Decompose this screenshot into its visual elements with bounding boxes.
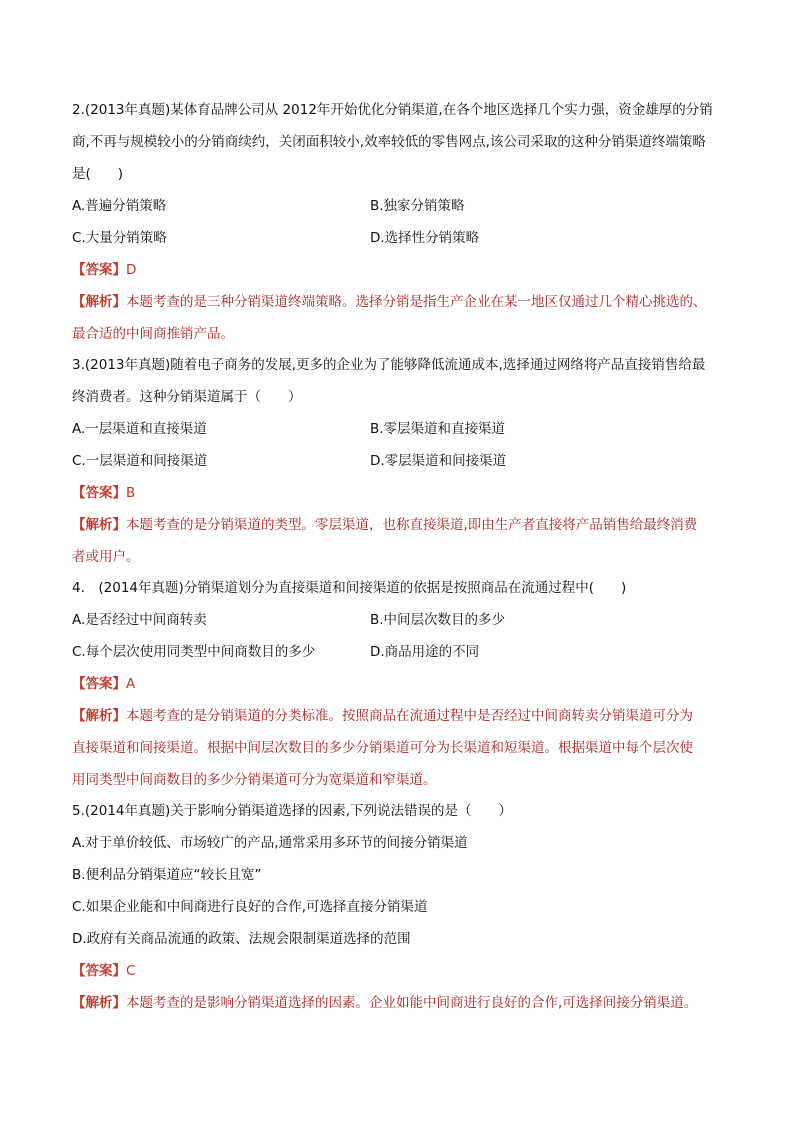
option-b: B.中间层次数目的多少 [370,612,506,628]
question-stem-line: 5.(2014年真题)关于影响分销渠道选择的因素,下列说法错误的是（ ） [72,803,513,819]
analysis-label: 【解析】 [72,995,126,1011]
option-a: A.是否经过中间商转卖 [72,612,207,628]
answer-value: C [126,963,136,979]
analysis-label: 【解析】 [72,708,126,724]
analysis-line [72,515,697,535]
answer-label: 【答案】 [72,485,126,501]
option-c: C.一层渠道和间接渠道 [72,453,208,469]
answer-label: 【答案】 [72,262,126,278]
question-stem-line: 终消费者。这种分销渠道属于（ ） [72,389,302,405]
option-c: C.大量分销策略 [72,230,167,246]
analysis-label: 【解析】 [72,517,126,533]
question-stem-line: 是( ) [72,166,124,182]
analysis-line [72,706,693,726]
option-d: D.商品用途的不同 [370,644,480,660]
analysis-label: 【解析】 [72,294,126,310]
analysis-text: 本题考查的是分销渠道的类型。零层渠道，也称直接渠道,即由生产者直接将产品销售给最终消费 [126,517,698,533]
analysis-line: 最合适的中间商推销产品。 [72,326,234,342]
answer-line [72,674,135,694]
option-c: C.每个层次使用同类型中间商数目的多少 [72,644,316,660]
answer-line [72,260,136,280]
option-b: B.独家分销策略 [370,198,465,214]
analysis-text: 本题考查的是三种分销渠道终端策略。选择分销是指生产企业在某一地区仅通过几个精心挑选的、 [126,294,707,310]
question-stem-line: 3.(2013年真题)随着电子商务的发展,更多的企业为了能够降低流通成本,选择通过网络将产品直接销售给最 [72,357,706,373]
option-d: D.零层渠道和间接渠道 [370,453,507,469]
answer-line [72,961,135,981]
analysis-text: 本题考查的是影响分销渠道选择的因素。企业如能中间商进行良好的合作,可选择间接分销渠道。 [126,995,698,1011]
analysis-line [72,993,697,1013]
option-a: A.一层渠道和直接渠道 [72,421,207,437]
option-d: D.政府有关商品流通的政策、法规会限制渠道选择的范围 [72,931,411,947]
answer-value: D [126,262,137,278]
analysis-line: 者或用户。 [72,549,140,565]
option-d: D.选择性分销策略 [370,230,480,246]
option-b: B.零层渠道和直接渠道 [370,421,506,437]
answer-value: A [126,676,136,692]
question-stem-line: 商,不再与规模较小的分销商续约，关闭面积较小,效率较低的零售网点,该公司采取的这种分销渠道终端策略 [72,134,706,150]
analysis-line: 用同类型中间商数目的多少分销渠道可分为宽渠道和窄渠道。 [72,772,437,788]
option-b: B.便利品分销渠道应“较长且宽” [72,867,262,883]
analysis-text: 本题考查的是分销渠道的分类标准。按照商品在流通过程中是否经过中间商转卖分销渠道可分为 [126,708,693,724]
answer-value: B [126,485,136,501]
option-a: A.对于单价较低、市场较广的产品,通常采用多环节的间接分销渠道 [72,835,468,851]
question-stem-line: 2.(2013年真题)某体育品牌公司从 2012年开始优化分销渠道,在各个地区选择几个实力强，资金雄厚的分销 [72,102,713,118]
answer-label: 【答案】 [72,963,126,979]
answer-line [72,483,135,503]
analysis-line: 直接渠道和间接渠道。根据中间层次数目的多少分销渠道可分为长渠道和短渠道。根据渠道中每个层次使 [72,740,693,756]
answer-label: 【答案】 [72,676,126,692]
analysis-line [72,292,707,312]
option-c: C.如果企业能和中间商进行良好的合作,可选择直接分销渠道 [72,899,428,915]
option-a: A.普遍分销策略 [72,198,167,214]
question-stem-line: 4. (2014年真题)分销渠道划分为直接渠道和间接渠道的依据是按照商品在流通过程中( ) [72,580,627,596]
